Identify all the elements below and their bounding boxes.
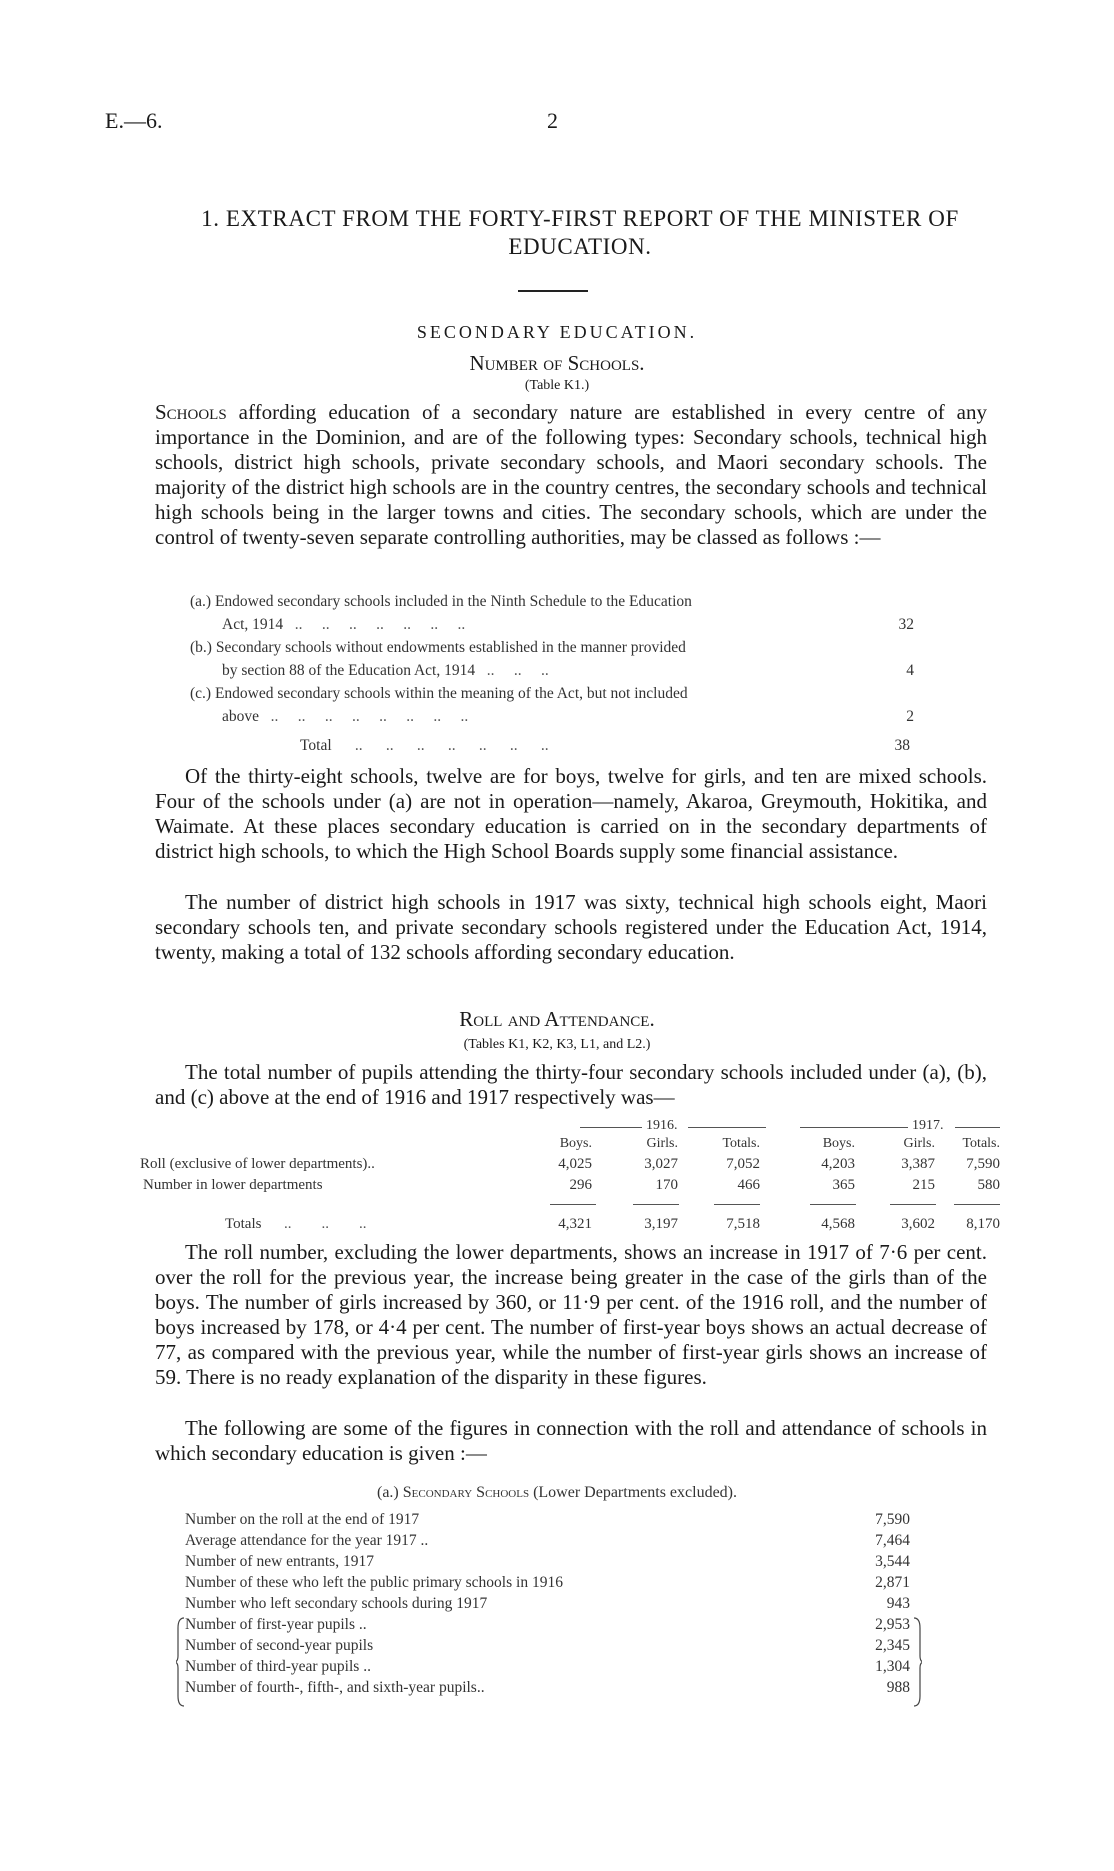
classification-item [190,590,914,636]
list-item: Number of first-year pupils .. 2,953 [185,1616,910,1633]
cell: 3,197 [644,1216,678,1232]
cell: 4,568 [821,1216,855,1232]
paragraph-types-of-schools [155,400,987,550]
cell: 7,518 [726,1216,760,1232]
subsection-heading-number-of-schools: Number of Schools. [469,351,645,375]
table-row [140,1177,1000,1198]
classification-value: 4 [906,662,914,679]
title-line-2: EDUCATION. [508,234,652,259]
table-reference: (Tables K1, K2, K3, L1, and L2.) [463,1037,651,1052]
classification-item [190,636,914,682]
right-brace [912,1616,922,1708]
cell: 365 [832,1177,855,1193]
cell: 4,025 [558,1156,592,1172]
totals-row [140,1216,1000,1237]
cell: 4,203 [821,1156,855,1172]
paragraph-text: affording education of a secondary nature are established in every centre of any importance in the Dominion, and are of the following types: Secondary schools, technical high schools, district high schools, private secondary schools, and Maori secondary schools. The majority of the district high schools are in the country centres, the secondary schools and technical high schools being in the larger towns and cities. The secondary schools, which are under the control of twenty-seven separate controlling authorities, may be classed as follows :— [155,400,987,549]
total-label: Total [300,737,332,754]
paragraph-roll-increase: The roll number, excluding the lower departments, shows an increase in 1917 of 7·6 per cent. over the roll for the previous year, the increase being greater in the case of the girls than of the boys. The number of girls increased by 360, or 11·9 per cent. of the 1916 roll, and the number of boys increased by 178, or 4·4 per cent. The number of first-year boys shows an actual decrease of 77, as compared with the previous year, while the number of first-year girls shows an increase of 59. There is no ready explanation of the disparity in these figures. [155,1240,987,1389]
cell: 3,387 [901,1156,935,1172]
col-head: Boys. [559,1136,592,1151]
col-head: Totals. [722,1136,760,1151]
school-classification-list [190,590,914,728]
list-item: Number of second-year pupils 2,345 [185,1637,910,1654]
document-title [150,205,1010,261]
title-rule [518,290,588,292]
col-head: Boys. [822,1136,855,1151]
paragraph-total-pupils: The total number of pupils attending the thirty-four secondary schools included under (a), (b), and (c) above at the end of 1916 and 1917 respectively was— [155,1060,987,1109]
row-label: Number in lower departments [143,1177,323,1193]
title-line-1: 1. EXTRACT FROM THE FORTY-FIRST REPORT OF THE MINISTER OF [201,206,959,231]
list-item: Number of third-year pupils .. 1,304 [185,1658,910,1675]
classification-text-continued: by section 88 of the Education Act, 1914 .. .. .. [222,662,549,679]
subsection-heading-roll-attendance: Roll and Attendance. [459,1007,655,1031]
paragraph-following-figures: The following are some of the figures in connection with the roll and attendance of schools in which secondary education is given :— [155,1416,987,1465]
cell: 580 [977,1177,1000,1193]
list-item: Number of fourth-, fifth-, and sixth-year pupils.. 988 [185,1679,910,1696]
cell: 215 [912,1177,935,1193]
paragraph-district-high-schools: The number of district high schools in 1917 was sixty, technical high schools eight, Maori secondary schools ten, and private secondary schools registered under the Education Act, 1914, twenty, making a total of 132 schools affording secondary education. [155,890,987,964]
classification-text: (b.) Secondary schools without endowments established in the manner provided [190,639,686,656]
classification-text: (a.) Endowed secondary schools included in the Ninth Schedule to the Education [190,593,692,610]
paragraph-school-breakdown: Of the thirty-eight schools, twelve are for boys, twelve for girls, and ten are mixed schools. Four of the schools under (a) are not in operation—namely, Akaroa, Greymouth, Hokitika, and Waimate. At these places secondary education is carried on in the secondary departments of district high schools, to which the High School Boards supply some financial assistance. [155,764,987,863]
classification-text: (c.) Endowed secondary schools within the meaning of the Act, but not included [190,685,688,702]
cell: 3,027 [644,1156,678,1172]
list-item: Number of these who left the public primary schools in 1916 2,871 [185,1574,910,1591]
col-head: Girls. [903,1136,935,1151]
cell: 7,052 [726,1156,760,1172]
row-label: Roll (exclusive of lower departments).. [140,1156,375,1172]
cell: 8,170 [966,1216,1000,1232]
classification-value: 32 [898,616,914,633]
cell: 170 [655,1177,678,1193]
classification-item [190,682,914,728]
cell: 296 [569,1177,592,1193]
list-item: Number on the roll at the end of 1917 7,590 [185,1511,910,1528]
year-heading-1916: 1916. [646,1118,678,1133]
document-reference: E.—6. [105,108,163,133]
page-number: 2 [547,108,558,133]
year-heading-1917: 1917. [912,1118,944,1133]
roll-table [140,1118,1000,1248]
secondary-schools-figures-list [185,1511,910,1700]
cell: 466 [737,1177,760,1193]
row-label: Totals .. .. .. [225,1216,367,1232]
table-row [140,1156,1000,1177]
list-item: Average attendance for the year 1917 .. 7,464 [185,1532,910,1549]
list-item: Number of new entrants, 1917 3,544 [185,1553,910,1570]
classification-text-continued: above .. .. .. .. .. .. .. .. [222,708,469,725]
column-headers [140,1136,1000,1157]
col-head: Totals. [962,1136,1000,1151]
schools-total-row: Total .. .. .. .. .. .. .. 38 [300,737,910,754]
table-reference: (Table K1.) [524,378,590,393]
section-heading: SECONDARY EDUCATION. [416,322,698,342]
paragraph-lead-word: Schools [155,400,227,424]
left-brace [176,1616,186,1708]
classification-value: 2 [906,708,914,725]
list-item: Number who left secondary schools during 1917 943 [185,1595,910,1612]
total-value: 38 [894,737,910,754]
cell: 3,602 [901,1216,935,1232]
classification-text-continued: Act, 1914 .. .. .. .. .. .. .. [222,616,466,633]
cell: 4,321 [558,1216,592,1232]
cell: 7,590 [966,1156,1000,1172]
secondary-schools-figures-title: (a.) Secondary Schools (Lower Departments excluded). [377,1484,737,1501]
col-head: Girls. [646,1136,678,1151]
